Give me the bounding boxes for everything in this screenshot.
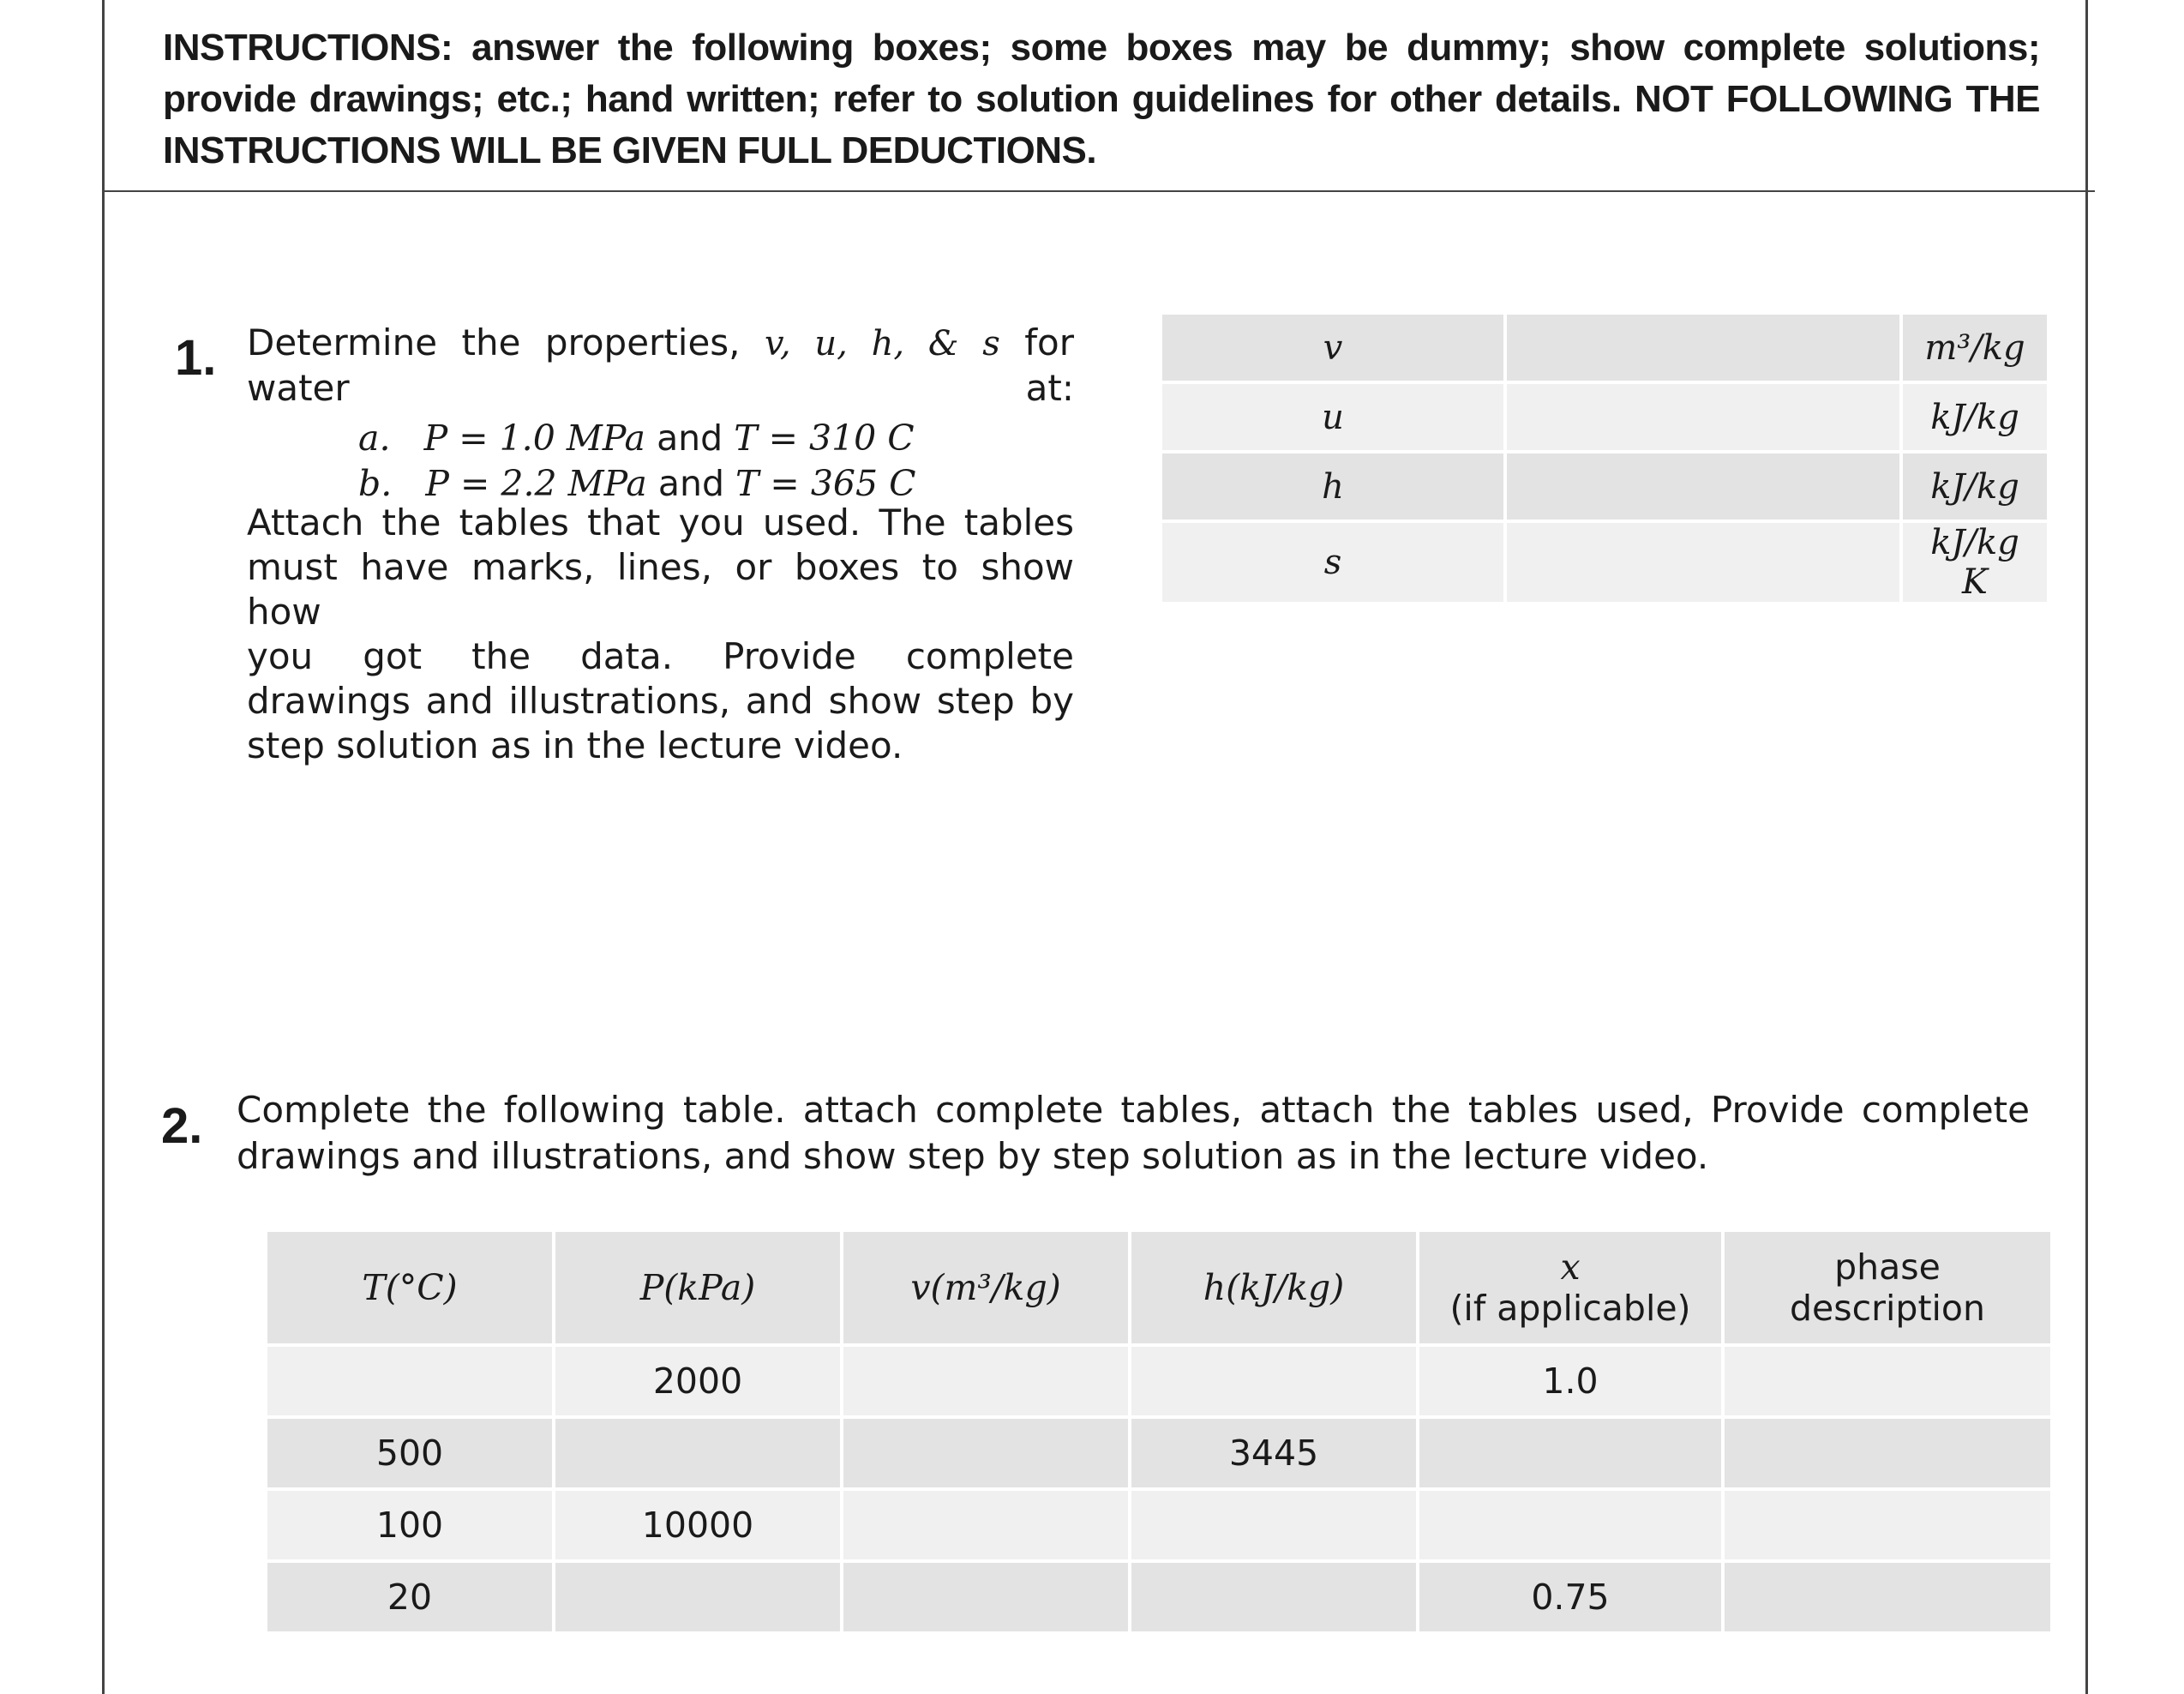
table-row bbox=[267, 1491, 2050, 1559]
page-border-left bbox=[102, 0, 105, 1694]
question-2-table bbox=[264, 1228, 2054, 1635]
question-2-prompt bbox=[237, 1087, 2030, 1180]
property-symbol: u bbox=[1162, 384, 1503, 450]
question-1-part-b bbox=[358, 463, 915, 504]
cell-phase[interactable] bbox=[1725, 1563, 2050, 1631]
instructions-text: INSTRUCTIONS: answer the following boxes; some boxes may be dummy; show complete solutions; provide drawings; etc.; hand written; refer to solution guidelines for other details. NOT FOLLOWING THE INSTRUCTIONS WILL BE GIVEN FULL DEDUCTIONS. bbox=[163, 27, 2040, 171]
property-unit: m³/kg bbox=[1903, 315, 2047, 381]
answer-box[interactable] bbox=[1507, 454, 1899, 520]
part-a-temperature: T = 310 C bbox=[734, 417, 915, 459]
property-unit: kJ/kg bbox=[1903, 384, 2047, 450]
q1-direction-line: drawings and illustrations, and show step by bbox=[247, 680, 1074, 722]
table-row bbox=[267, 1419, 2050, 1487]
part-b-and: and bbox=[657, 463, 724, 504]
cell-enthalpy[interactable] bbox=[1131, 1347, 1416, 1415]
cell-phase[interactable] bbox=[1725, 1491, 2050, 1559]
part-a-label: a. bbox=[358, 417, 391, 459]
cell-pressure[interactable]: 10000 bbox=[555, 1491, 840, 1559]
header-quality-symbol: x bbox=[1560, 1246, 1581, 1288]
question-1-directions bbox=[247, 501, 1074, 768]
question-2-line: Complete the following table. attach complete tables, attach the tables used, Provide complete bbox=[237, 1089, 2030, 1131]
answer-box[interactable] bbox=[1507, 315, 1899, 381]
property-symbol: v bbox=[1162, 315, 1503, 381]
cell-temperature[interactable]: 100 bbox=[267, 1491, 552, 1559]
cell-quality[interactable]: 1.0 bbox=[1419, 1347, 1721, 1415]
cell-specific-volume[interactable] bbox=[843, 1563, 1128, 1631]
cell-specific-volume[interactable] bbox=[843, 1491, 1128, 1559]
table-row bbox=[1162, 523, 2047, 602]
cell-enthalpy[interactable] bbox=[1131, 1491, 1416, 1559]
header-temperature: T(°C) bbox=[267, 1232, 552, 1343]
question-1-part-a bbox=[358, 417, 915, 459]
table-row bbox=[1162, 315, 2047, 381]
header-enthalpy: h(kJ/kg) bbox=[1131, 1232, 1416, 1343]
q1-direction-line: Attach the tables that you used. The tables bbox=[247, 502, 1074, 544]
cell-phase[interactable] bbox=[1725, 1347, 2050, 1415]
cell-quality[interactable] bbox=[1419, 1491, 1721, 1559]
cell-temperature[interactable] bbox=[267, 1347, 552, 1415]
property-unit: kJ/kg K bbox=[1903, 523, 2047, 602]
page-border-right bbox=[2085, 0, 2088, 1694]
part-b-pressure: P = 2.2 MPa bbox=[425, 463, 647, 504]
question-1-answer-table bbox=[1159, 311, 2050, 605]
part-a-and: and bbox=[657, 417, 723, 459]
table-header-row bbox=[267, 1232, 2050, 1343]
question-1-symbols: v, u, h, & s bbox=[764, 324, 1000, 363]
property-unit: kJ/kg bbox=[1903, 454, 2047, 520]
q1-direction-line: step solution as in the lecture video. bbox=[247, 724, 903, 766]
cell-specific-volume[interactable] bbox=[843, 1347, 1128, 1415]
header-phase bbox=[1725, 1232, 2050, 1343]
header-divider bbox=[105, 190, 2095, 192]
question-1-number: 1. bbox=[175, 330, 217, 386]
header-specific-volume: v(m³/kg) bbox=[843, 1232, 1128, 1343]
table-row bbox=[1162, 384, 2047, 450]
question-2-number: 2. bbox=[161, 1098, 203, 1154]
part-b-temperature: T = 365 C bbox=[735, 463, 916, 504]
q1-direction-line: you got the data. Provide complete bbox=[247, 635, 1074, 677]
property-symbol: h bbox=[1162, 454, 1503, 520]
cell-enthalpy[interactable] bbox=[1131, 1563, 1416, 1631]
answer-box[interactable] bbox=[1507, 523, 1899, 602]
table-row bbox=[267, 1563, 2050, 1631]
header-phase-line: description bbox=[1790, 1288, 1985, 1329]
cell-pressure[interactable] bbox=[555, 1563, 840, 1631]
part-b-label: b. bbox=[358, 463, 393, 504]
question-1-intro-b: for water at: bbox=[247, 321, 1074, 409]
table-row bbox=[267, 1347, 2050, 1415]
header-quality bbox=[1419, 1232, 1721, 1343]
cell-specific-volume[interactable] bbox=[843, 1419, 1128, 1487]
cell-quality[interactable]: 0.75 bbox=[1419, 1563, 1721, 1631]
header-quality-note: (if applicable) bbox=[1449, 1288, 1691, 1329]
question-1-intro-a: Determine the properties, bbox=[247, 321, 741, 363]
property-symbol: s bbox=[1162, 523, 1503, 602]
cell-temperature[interactable]: 500 bbox=[267, 1419, 552, 1487]
cell-temperature[interactable]: 20 bbox=[267, 1563, 552, 1631]
table-row bbox=[1162, 454, 2047, 520]
cell-pressure[interactable]: 2000 bbox=[555, 1347, 840, 1415]
part-a-pressure: P = 1.0 MPa bbox=[423, 417, 646, 459]
header-pressure: P(kPa) bbox=[555, 1232, 840, 1343]
cell-phase[interactable] bbox=[1725, 1419, 2050, 1487]
cell-pressure[interactable] bbox=[555, 1419, 840, 1487]
cell-enthalpy[interactable]: 3445 bbox=[1131, 1419, 1416, 1487]
header-phase-line: phase bbox=[1834, 1246, 1941, 1288]
q1-direction-line: must have marks, lines, or boxes to show how bbox=[247, 546, 1074, 633]
question-1-intro bbox=[247, 321, 1074, 411]
question-2-line: drawings and illustrations, and show step by step solution as in the lecture video. bbox=[237, 1135, 1709, 1177]
cell-quality[interactable] bbox=[1419, 1419, 1721, 1487]
answer-box[interactable] bbox=[1507, 384, 1899, 450]
